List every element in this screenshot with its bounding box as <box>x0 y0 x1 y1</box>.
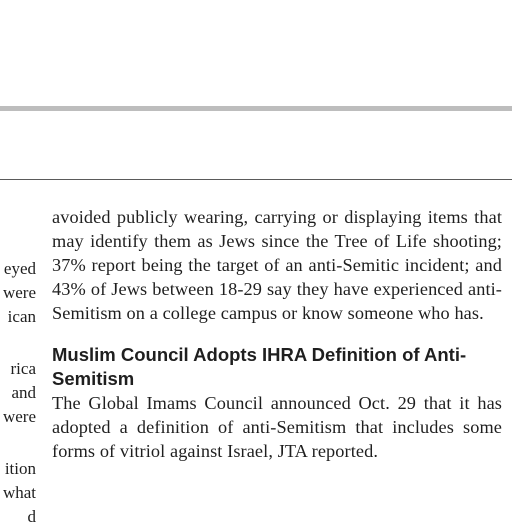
left-column-line: ition <box>4 459 36 478</box>
left-column-line: what <box>2 483 36 502</box>
left-column-line: ican <box>7 307 36 326</box>
left-column-line: d <box>27 507 36 526</box>
left-column-line: were <box>2 283 36 302</box>
article-paragraph: The Global Imams Council announced Oct. 29 that it has adopted a definition of anti-Semitism that includes some forms of vitriol against Israel, JTA reported. <box>52 393 502 461</box>
article-heading: Muslim Council Adopts IHRA Definition of Anti-Semitism <box>52 344 467 389</box>
article-column <box>52 205 502 463</box>
left-column-line: eyed <box>3 259 36 278</box>
header-divider <box>0 106 512 111</box>
left-column-line: rica <box>10 359 36 378</box>
section-divider <box>0 179 512 180</box>
left-column-line: and <box>11 383 36 402</box>
article-paragraph: avoided publicly wearing, carrying or displaying items that may identify them as Jews since the Tree of Life shooting; 37% report being the target of an anti-Semitic incident; and 43% of Jews between 18-29 say they have experienced anti-Semitism on a college campus or know someone who has. <box>52 207 502 323</box>
left-column-line: were <box>2 407 36 426</box>
left-column-fragments <box>0 0 40 526</box>
